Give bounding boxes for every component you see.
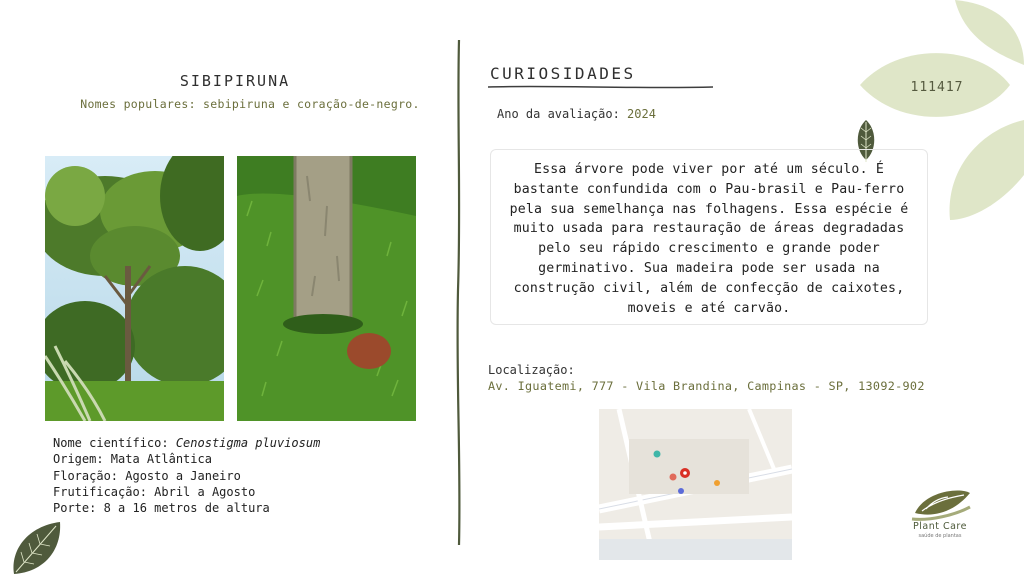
location-map[interactable]: [599, 409, 792, 560]
tree-photo: [45, 156, 224, 421]
location-address: Av. Iguatemi, 777 - Vila Brandina, Campinas - SP, 13092-902: [488, 379, 925, 393]
curiosities-title: CURIOSIDADES: [490, 64, 636, 83]
scientific-name: Cenostigma pluviosum: [175, 436, 321, 450]
size-line: Porte: 8 a 16 metros de altura: [53, 501, 270, 516]
evaluation-year: Ano da avaliação: 2024: [497, 107, 656, 121]
brand-tagline: saúde de plantas: [918, 533, 962, 539]
plant-name: SIBIPIRUNA: [179, 72, 291, 90]
fruiting-line: Frutificação: Abril a Agosto: [53, 484, 256, 499]
curiosities-text: Essa árvore pode viver por até um século. É bastante confundida com o Pau-brasil e Pau-ferro pela sua semelhança nas folhagens. Essa espécie é muito usada para restauração de áreas degradadas pelo seu rápido crescimento e grande poder germinativo. Sua madeira pode ser usada na construção civil, além de confecção de caixotes, moveis e até carvão.: [490, 149, 928, 325]
brand-name: Plant Care: [913, 521, 967, 532]
trunk-photo: [237, 156, 416, 421]
title-underline: [488, 84, 713, 90]
flowering-line: Floração: Agosto a Janeiro: [53, 468, 241, 483]
origin-line: Origem: Mata Atlântica: [53, 452, 212, 467]
decorative-leaf-bottom-left: [10, 520, 62, 576]
column-divider: [452, 40, 466, 545]
evaluation-year-value: 2024: [627, 107, 656, 121]
plant-id-code: 111417: [910, 80, 964, 95]
plant-facts: [53, 435, 320, 516]
scientific-name-line: Nome científico: Cenostigma pluviosum: [53, 436, 321, 450]
popular-names: Nomes populares: sebipiruna e coração-de-negro.: [80, 97, 420, 111]
location-label: Localização:: [488, 363, 575, 377]
